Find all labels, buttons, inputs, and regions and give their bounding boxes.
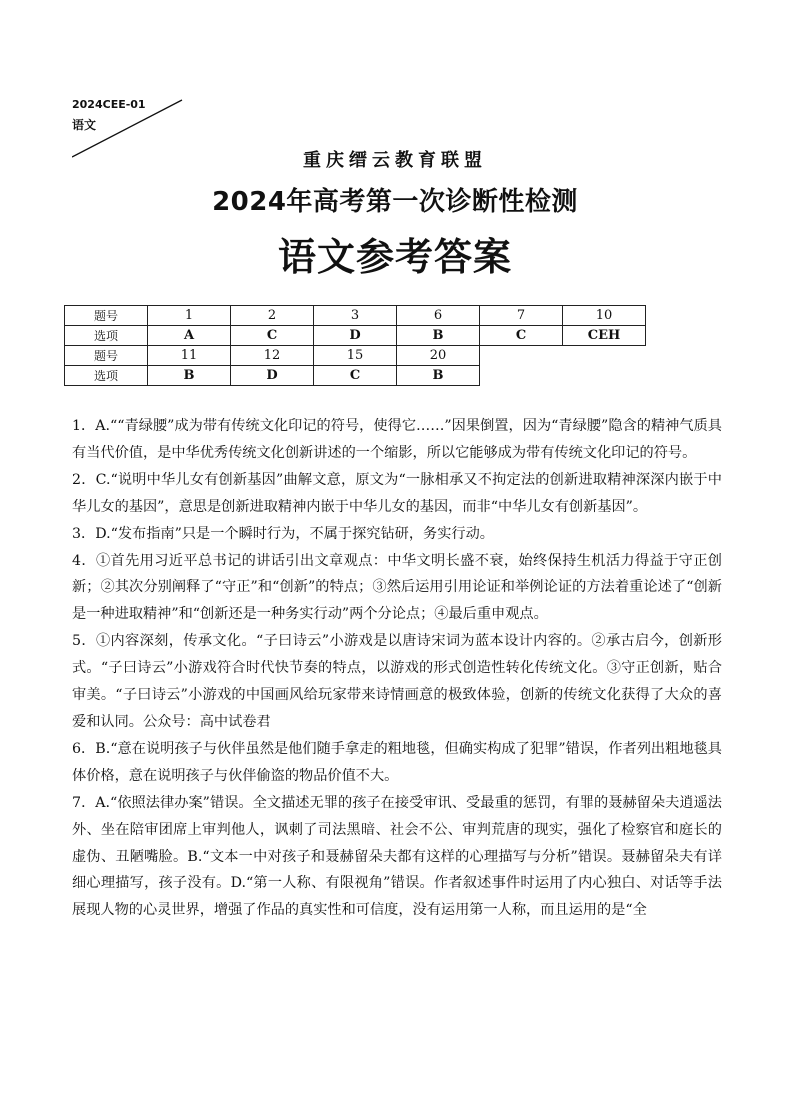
answer-choice: CEH [563,326,646,346]
answer-paragraph: 3．D.“发布指南”只是一个瞬时行为，不属于探究钻研，务实行动。 [72,525,494,542]
answer-choice: C [480,326,563,346]
answer-choice: C [231,326,314,346]
empty-cell [563,346,646,366]
answer-choice: C [314,366,397,386]
answer-paragraph: 1．A.““青绿腰”成为带有传统文化印记的符号，使得它……”因果倒置，因为“青绿腰”隐含的精神气质具有当代价值，是中华优秀传统文化创新讲述的一个缩影，所以它能够成为带有传统文化印记的符号。 [72,418,722,461]
question-number: 20 [397,346,480,366]
question-number: 7 [480,306,563,326]
question-number: 10 [563,306,646,326]
question-number: 1 [148,306,231,326]
row-label-answer: 选项 [65,326,148,346]
answer-paragraph: 2．C.“说明中华儿女有创新基因”曲解文意，原文为“一脉相承又不拘定法的创新进取精神深深内嵌于中华儿女的基因”，意思是创新进取精神内嵌于中华儿女的基因，而非“中华儿女有创新基因”。 [72,471,722,515]
question-number: 6 [397,306,480,326]
answer-choice: B [397,326,480,346]
table-row-questions-1 [65,306,646,326]
answer-explanations [72,413,722,924]
exam-title: 2024年高考第一次诊断性检测 [212,187,578,217]
table-row-answers-2 [65,366,646,386]
answer-paragraph: 4．①首先用习近平总书记的讲话引出文章观点：中华文明长盛不衰，始终保持生机活力得益于守正创新；②其次分别阐释了“守正”和“创新”的特点；③然后运用引用论证和举例论证的方法着重论述了“创新是一种进取精神”和“创新还是一种务实行动”两个分论点；④最后重申观点。 [72,552,722,623]
answer-paragraph: 5．①内容深刻，传承文化。“子曰诗云”小游戏是以唐诗宋词为蓝本设计内容的。②承古启今，创新形式。“子曰诗云”小游戏符合时代快节奏的特点，以游戏的形式创造性转化传统文化。③守正创新，贴合审美。“子曰诗云”小游戏的中国画风给玩家带来诗情画意的极致体验，创新的传统文化获得了大众的喜爱和认同。公众号：高中试卷君 [72,633,722,730]
answer-choice: B [397,366,480,386]
document-code: 2024CEE-01 [72,98,146,111]
question-number: 11 [148,346,231,366]
row-label-answer: 选项 [65,366,148,386]
answer-choice: D [314,326,397,346]
question-number: 12 [231,346,314,366]
table-row-answers-1 [65,326,646,346]
answer-table [64,305,646,386]
answer-paragraph: 6．B.“意在说明孩子与伙伴虽然是他们随手拿走的粗地毯，但确实构成了犯罪”错误，作者列出粗地毯具体价格，意在说明孩子与伙伴偷盗的物品价值不大。 [72,740,722,784]
question-number: 2 [231,306,314,326]
alliance-name: 重庆缙云教育联盟 [303,150,487,171]
answer-choice: A [148,326,231,346]
page-title: 语文参考答案 [277,235,512,279]
answer-paragraph: 7．A.“依照法律办案”错误。全文描述无罪的孩子在接受审讯、受最重的惩罚，有罪的聂赫留朵夫逍遥法外、坐在陪审团席上审判他人，讽刺了司法黑暗、社会不公、审判荒唐的现实，强化了检察官和庭长的虚伪、丑陋嘴脸。B.“文本一中对孩子和聂赫留朵夫都有这样的心理描写与分析”错误。聂赫留朵夫有详细心理描写，孩子没有。D.“第一人称、有限视角”错误。作者叙述事件时运用了内心独白、对话等手法展现人物的心灵世界，增强了作品的真实性和可信度，没有运用第一人称，而且运用的是“全 [72,794,722,919]
empty-cell [480,346,563,366]
row-label-question: 题号 [65,346,148,366]
empty-cell [480,366,563,386]
subject-label: 语文 [72,118,97,132]
question-number: 3 [314,306,397,326]
table-row-questions-2 [65,346,646,366]
answer-choice: D [231,366,314,386]
answer-choice: B [148,366,231,386]
row-label-question: 题号 [65,306,148,326]
empty-cell [563,366,646,386]
question-number: 15 [314,346,397,366]
